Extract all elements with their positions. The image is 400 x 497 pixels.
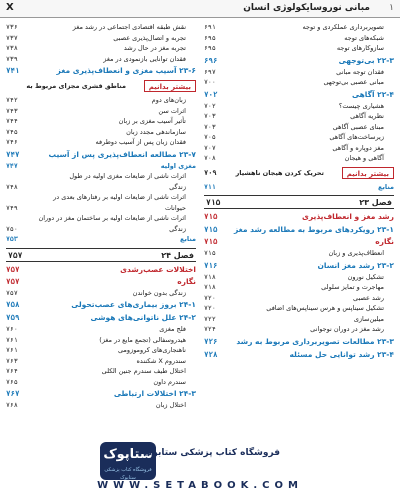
toc-entry-page: ۷۰۰ <box>204 78 216 86</box>
toc-entry-page: ۷۰۲ <box>204 101 216 110</box>
toc-entry-title: مهاجرت و تمایز سلولی <box>319 282 394 293</box>
info-box-row-right <box>204 166 394 180</box>
toc-entry <box>204 236 394 248</box>
info-badge: بیشتر بدانیم <box>342 167 394 179</box>
toc-entry-page: ۶۹۵ <box>204 33 216 42</box>
toc-entry-title: تجربه مغز در حال رشد <box>122 43 196 54</box>
toc-entry-page: ۷۳۹ <box>6 54 18 63</box>
toc-entry-page: ۷۵۹ <box>6 313 20 322</box>
toc-entry-title: فقدان زبان پس از آسیب دوطرفه <box>94 137 196 148</box>
toc-entry-title: ۲۳-۱ رویکردهای مربوط به مطالعه رشد مغز <box>233 225 394 234</box>
toc-entry <box>204 111 394 122</box>
logo-tagline: فروشگاه کتاب پزشکی ستاپوک <box>104 467 152 481</box>
toc-entry-title: ۲۳-۶ آسیب مغزی و انعطاف‌پذیری مغز <box>56 66 196 75</box>
toc-entry-title: سازوکارهای توجه <box>335 43 394 54</box>
close-icon[interactable]: X <box>6 2 14 13</box>
toc-left-column <box>6 22 196 442</box>
toc-entry-page: ۷۶۱ <box>6 335 18 344</box>
toc-columns <box>6 22 394 442</box>
toc-entry-title: حیوانات <box>163 203 196 214</box>
toc-entry <box>204 132 394 143</box>
toc-entry-page: ۷۴۵ <box>6 127 18 136</box>
toc-entry <box>6 161 196 172</box>
toc-entry-title: اثرات سن <box>156 106 196 117</box>
toc-entry <box>6 387 196 400</box>
toc-entry <box>204 182 394 193</box>
toc-entry-title: زیرساخت‌های آگاهی <box>327 132 394 143</box>
toc-entry-page: ۶۹۶ <box>204 55 218 65</box>
toc-entry-title: ناهنجاری‌های کروموزومی <box>116 345 196 356</box>
chapter-title: فصل ۲۳ <box>359 198 392 207</box>
toc-entry-page: ۷۵۸ <box>6 300 20 309</box>
toc-entry-title: نگاره <box>177 276 196 286</box>
toc-entry <box>6 400 196 411</box>
toc-entry-page: ۷۰۵ <box>204 133 216 141</box>
toc-entry-page: ۷۲۰ <box>204 293 216 302</box>
toc-entry-page: ۷۶۱ <box>6 346 18 354</box>
toc-entry-page: ۶۹۱ <box>204 23 216 31</box>
toc-entry-title: شبکه‌های توجه <box>342 33 394 44</box>
toc-entry-page: ۷۶۷ <box>6 389 20 398</box>
toc-entry-title: تشکیل نورون <box>346 272 394 283</box>
info-badge: بیشتر بدانیم <box>144 80 196 92</box>
toc-entry <box>204 314 394 325</box>
toc-entry-title: مبانی عصبی بی‌توجهی <box>321 77 394 88</box>
toc-entry <box>6 54 196 65</box>
toc-entry-title: تجربه و اتصال‌پذیری عصبی <box>111 33 196 44</box>
toc-entry <box>6 264 196 276</box>
toc-entry <box>204 259 394 272</box>
toc-entry-title: نقش طبقه اقتصادی اجتماعی در رشد مغز <box>71 22 196 33</box>
toc-entry-title: تشکیل سیناپس و هرس سیناپس‌های اضافی <box>264 303 394 314</box>
toc-entry <box>204 88 394 101</box>
info-box-row-left <box>6 79 196 93</box>
toc-left-list-2 <box>6 95 196 245</box>
toc-entry-title: مغزی اولیه <box>160 161 196 170</box>
toc-entry-title: رشد مغز در دوران نوجوانی <box>308 324 394 335</box>
toc-entry-page: ۷۰۳ <box>204 122 216 131</box>
shop-name: فروشگاه کتاب پزشکی ستابوک <box>143 448 280 458</box>
toc-entry-page: ۷۰۸ <box>204 154 216 162</box>
toc-entry-page: ۷۲۴ <box>204 325 216 333</box>
toc-entry-title: زبان‌های دوم <box>150 95 196 106</box>
toc-entry <box>6 33 196 44</box>
chapter-heading <box>204 195 394 209</box>
toc-entry-title: انعطاف‌پذیری و زبان <box>327 248 394 259</box>
toc-entry-title: تأثیر آسیب مغزی بر زبان <box>117 116 196 127</box>
toc-entry-page: ۷۰۲ <box>204 89 218 99</box>
toc-entry-page: ۷۵۳ <box>6 235 18 243</box>
toc-entry-page: ۷۱۶ <box>204 260 218 270</box>
toc-entry-title: ۲۴-۲ علل ناتوانی‌های هوشی <box>90 313 196 322</box>
toc-entry <box>6 43 196 54</box>
toc-entry-page: ۷۳۶ <box>6 23 18 31</box>
toc-entry-title: اختلال زبان <box>154 400 196 411</box>
toc-entry <box>204 153 394 164</box>
running-title: مبانی نوروسایکولوژی انسان <box>243 3 370 13</box>
toc-entry-page: ۷۶۸ <box>6 401 18 409</box>
toc-entry-title: ۲۴-۳ اختلالات ارتباطی <box>113 389 196 398</box>
page-header <box>0 0 400 18</box>
toc-entry <box>204 303 394 314</box>
toc-entry-title: نظریه آگاهی <box>348 111 394 122</box>
toc-entry-title: رشد عصبی <box>351 293 394 304</box>
logo-wordmark: ستاپوک <box>103 447 153 462</box>
toc-entry-page: ۷۱۵ <box>204 225 218 234</box>
toc-entry-page: ۷۴۸ <box>6 182 18 191</box>
toc-entry-title: تصویربرداری عملکردی و توجه <box>301 22 394 33</box>
toc-entry <box>204 33 394 44</box>
toc-entry <box>6 335 196 346</box>
toc-left-list-3 <box>6 264 196 411</box>
toc-entry <box>204 272 394 283</box>
toc-entry <box>204 67 394 78</box>
toc-entry-page: ۷۱۵ <box>204 237 218 246</box>
toc-entry <box>6 192 196 203</box>
toc-entry-page: ۷۴۱ <box>6 66 20 75</box>
info-box-page: ۷۰۹ <box>204 168 217 177</box>
toc-entry <box>6 324 196 335</box>
toc-entry-title: نگاره <box>375 237 394 246</box>
toc-entry-title: ۲۳-۴ رشد توانایی حل مسئله <box>289 349 394 359</box>
toc-entry-page: ۷۳۸ <box>6 44 18 52</box>
toc-entry-title: زندگی <box>167 224 196 235</box>
toc-entry <box>204 122 394 133</box>
toc-entry-title: اختلالات عصب‌رشدی <box>120 264 196 274</box>
toc-entry <box>204 324 394 335</box>
toc-entry-page: ۷۴۲ <box>6 96 18 104</box>
toc-entry-page: ۷۶۳ <box>6 356 18 365</box>
toc-entry-title: فقدان توجه مبانی <box>334 67 394 78</box>
toc-entry-title: اختلال طیف سندرم جنین الکلی <box>100 366 196 377</box>
toc-entry <box>204 335 394 348</box>
toc-entry-page: ۷۲۶ <box>204 336 218 346</box>
toc-entry-page: ۷۶۰ <box>6 325 18 333</box>
toc-entry-title: هشیاری چیست؟ <box>337 101 394 112</box>
toc-entry <box>6 171 196 182</box>
toc-entry <box>6 213 196 224</box>
toc-entry-page: ۷۴۳ <box>6 106 18 115</box>
toc-entry-page: ۷۰۷ <box>204 143 216 152</box>
toc-entry <box>6 288 196 299</box>
toc-entry-page: ۷۴۶ <box>6 138 18 146</box>
toc-entry-title: اثرات ناشی از ضایعات مغزی اولیه در طول <box>67 171 196 182</box>
info-box-title: تحریک کردن هیجان ناهشیار <box>235 168 324 177</box>
toc-entry-title: منابع <box>378 182 394 191</box>
toc-entry <box>204 101 394 112</box>
toc-entry-title: ۲۳-۷ مطالعه انعطاف‌پذیری پس از آسیب <box>48 149 196 159</box>
toc-entry-title: فقدان توانایی بازنمودی در مغز <box>101 54 196 65</box>
toc-entry-page: ۷۶۴ <box>6 367 18 375</box>
toc-entry-title: آگاهی و هیجان <box>343 153 394 164</box>
toc-entry <box>6 127 196 138</box>
toc-entry <box>6 366 196 377</box>
toc-right-column <box>204 22 394 442</box>
toc-entry-page: ۷۴۹ <box>6 203 18 212</box>
toc-right-list-2 <box>204 182 394 193</box>
toc-entry-page: ۶۹۵ <box>204 44 216 52</box>
toc-entry <box>204 211 394 223</box>
toc-entry-page: ۷۱۵ <box>204 249 216 257</box>
toc-entry <box>204 282 394 293</box>
chapter-title: فصل ۲۴ <box>161 250 194 260</box>
toc-entry <box>204 223 394 236</box>
toc-entry <box>6 148 196 161</box>
chapter-page: ۷۱۵ <box>206 198 221 207</box>
toc-entry <box>6 377 196 388</box>
toc-entry-title: سندرم داون <box>151 377 196 388</box>
toc-entry-title: سازماندهی مجدد زبان <box>124 127 196 138</box>
toc-entry <box>6 234 196 245</box>
toc-entry-page: ۷۶۵ <box>6 377 18 386</box>
toc-entry <box>6 137 196 148</box>
toc-entry-title: مبنای عصبی آگاهی <box>331 122 394 133</box>
toc-entry-page: ۶۹۷ <box>204 67 216 76</box>
toc-entry-page: ۷۴۷ <box>6 161 18 170</box>
toc-entry <box>204 43 394 54</box>
toc-entry-title: زندگی بدون خواندن <box>131 288 196 299</box>
toc-right-list-3 <box>204 211 394 361</box>
toc-entry-title: هیدروسفالی (تجمع مایع در مغز) <box>97 335 196 346</box>
toc-entry <box>6 106 196 117</box>
toc-entry-title: مغز دوپاره و آگاهی <box>330 143 394 154</box>
toc-entry-page: ۷۱۱ <box>204 182 216 191</box>
toc-entry-page: ۷۴۴ <box>6 117 18 125</box>
chapter-page: ۷۵۷ <box>8 250 23 260</box>
toc-entry <box>204 348 394 361</box>
toc-entry-page: ۷۵۰ <box>6 224 18 233</box>
toc-entry <box>6 182 196 193</box>
toc-right-list-1 <box>204 22 394 164</box>
info-box-title: مناطق قشری مجزای مربوط به <box>26 82 126 90</box>
toc-entry-page: ۷۱۸ <box>204 283 216 291</box>
toc-entry-title: سندروم X شکننده <box>135 356 197 367</box>
toc-entry-page: ۷۵۷ <box>6 276 20 286</box>
toc-entry <box>6 95 196 106</box>
toc-entry <box>204 22 394 33</box>
toc-entry-title: زندگی <box>167 182 196 193</box>
toc-entry <box>204 143 394 154</box>
toc-entry <box>6 116 196 127</box>
toc-entry-page: ۷۲۰ <box>204 304 216 312</box>
toc-entry <box>6 298 196 311</box>
toc-entry-title: ۲۲-۳ بی‌توجهی <box>338 55 394 65</box>
toc-entry-title: اثرات ناشی از ضایعات اولیه بر رفتارهای بعدی در <box>51 192 196 203</box>
toc-entry <box>204 248 394 259</box>
shop-url[interactable]: WWW.SETABOOK.COM <box>97 480 303 491</box>
toc-entry-page: ۷۵۷ <box>6 288 18 297</box>
toc-entry-title: ۲۴-۱ بروز بیماری‌های عصب‌تحولی <box>71 300 196 309</box>
toc-entry <box>6 311 196 324</box>
toc-entry-title: ۲۳-۳ مطالعات تصویربرداری مربوط به رشد <box>236 336 394 346</box>
toc-entry <box>204 77 394 88</box>
toc-entry <box>204 54 394 67</box>
toc-entry-title: میلین‌سازی <box>352 314 394 325</box>
toc-left-list-1 <box>6 22 196 77</box>
toc-entry <box>6 356 196 367</box>
toc-entry-page: ۷۲۸ <box>204 349 218 359</box>
page-number: ۱ <box>389 3 394 13</box>
chapter-heading <box>6 248 196 262</box>
toc-entry-title: ۲۳-۲ رشد مغز انسان <box>317 260 394 270</box>
toc-entry-page: ۷۳۷ <box>6 33 18 42</box>
toc-entry-title: اثرات ناشی از ضایعات اولیه بر ساختمان مغز در دوران <box>36 213 196 224</box>
watermark-footer <box>0 440 400 497</box>
toc-entry-page: ۷۱۵ <box>204 212 218 221</box>
toc-entry <box>6 203 196 214</box>
toc-entry-title: فلج مغزی <box>157 324 196 335</box>
toc-entry-page: ۷۲۲ <box>204 314 216 323</box>
toc-entry-title: ۲۲-۴ آگاهی <box>351 89 394 99</box>
toc-entry <box>6 224 196 235</box>
toc-entry-page: ۷۱۸ <box>204 272 216 281</box>
toc-entry-title: منابع <box>180 235 196 243</box>
toc-entry-page: ۷۰۳ <box>204 112 216 120</box>
toc-entry <box>204 293 394 304</box>
toc-entry <box>6 64 196 77</box>
toc-entry <box>6 345 196 356</box>
toc-entry <box>6 22 196 33</box>
toc-entry <box>6 276 196 288</box>
toc-entry-title: رشد مغز و انعطاف‌پذیری <box>301 212 394 221</box>
toc-entry-page: ۷۵۷ <box>6 264 20 274</box>
toc-entry-page: ۷۴۷ <box>6 149 20 159</box>
